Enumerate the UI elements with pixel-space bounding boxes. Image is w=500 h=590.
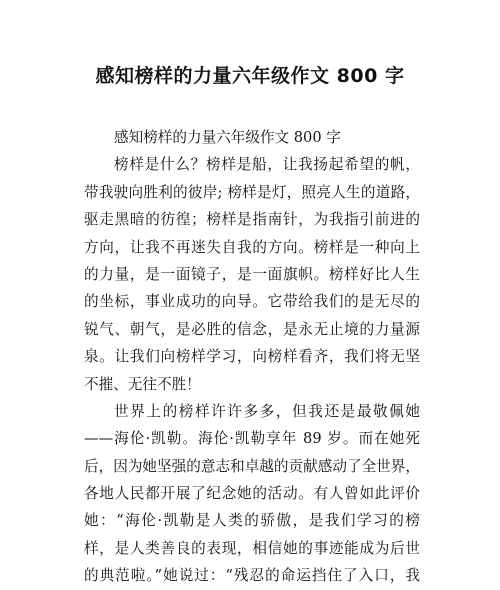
text-line: 世界上的榜样许许多多，但我还是最敬佩她 bbox=[114, 402, 420, 420]
text-line: 的力量，是一面镜子，是一面旗帜。榜样好比人生 bbox=[84, 265, 420, 283]
text-line: 方向，让我不再迷失自我的方向。榜样是一种向上 bbox=[84, 238, 420, 256]
text-line: 的坐标，事业成功的向导。它带给我们的是无尽的 bbox=[84, 293, 420, 311]
text-line: 的典范啦。”她说过：“残忍的命运挡住了入口，我 bbox=[84, 567, 420, 585]
text-line: 样，是人类善良的表现，相信她的事迹能成为后世 bbox=[84, 539, 420, 557]
text-line: 不摧、无往不胜！ bbox=[84, 375, 201, 393]
document-body bbox=[84, 124, 420, 590]
text-line: 带我驶向胜利的彼岸; 榜样是灯，照亮人生的道路， bbox=[84, 183, 420, 201]
text-line: ——海伦·凯勒。海伦·凯勒享年 89 岁。而在她死 bbox=[84, 430, 420, 448]
text-line: 榜样是什么？榜样是船，让我扬起希望的帆， bbox=[114, 156, 420, 174]
text-line: 她：“海伦·凯勒是人类的骄傲，是我们学习的榜 bbox=[84, 512, 420, 530]
document-title: 感知榜样的力量六年级作文 800 字 bbox=[95, 65, 405, 87]
text-line: 泉。让我们向榜样学习，向榜样看齐，我们将无坚 bbox=[84, 348, 420, 366]
text-line: 感知榜样的力量六年级作文 800 字 bbox=[114, 129, 341, 146]
text-line: 各地人民都开展了纪念她的活动。有人曾如此评价 bbox=[84, 485, 420, 503]
text-line: 后，因为她坚强的意志和卓越的贡献感动了全世界， bbox=[84, 457, 420, 475]
text-line: 驱走黑暗的彷徨；榜样是指南针，为我指引前进的 bbox=[84, 211, 420, 229]
text-line: 锐气、朝气，是必胜的信念，是永无止境的力量源 bbox=[84, 320, 420, 338]
